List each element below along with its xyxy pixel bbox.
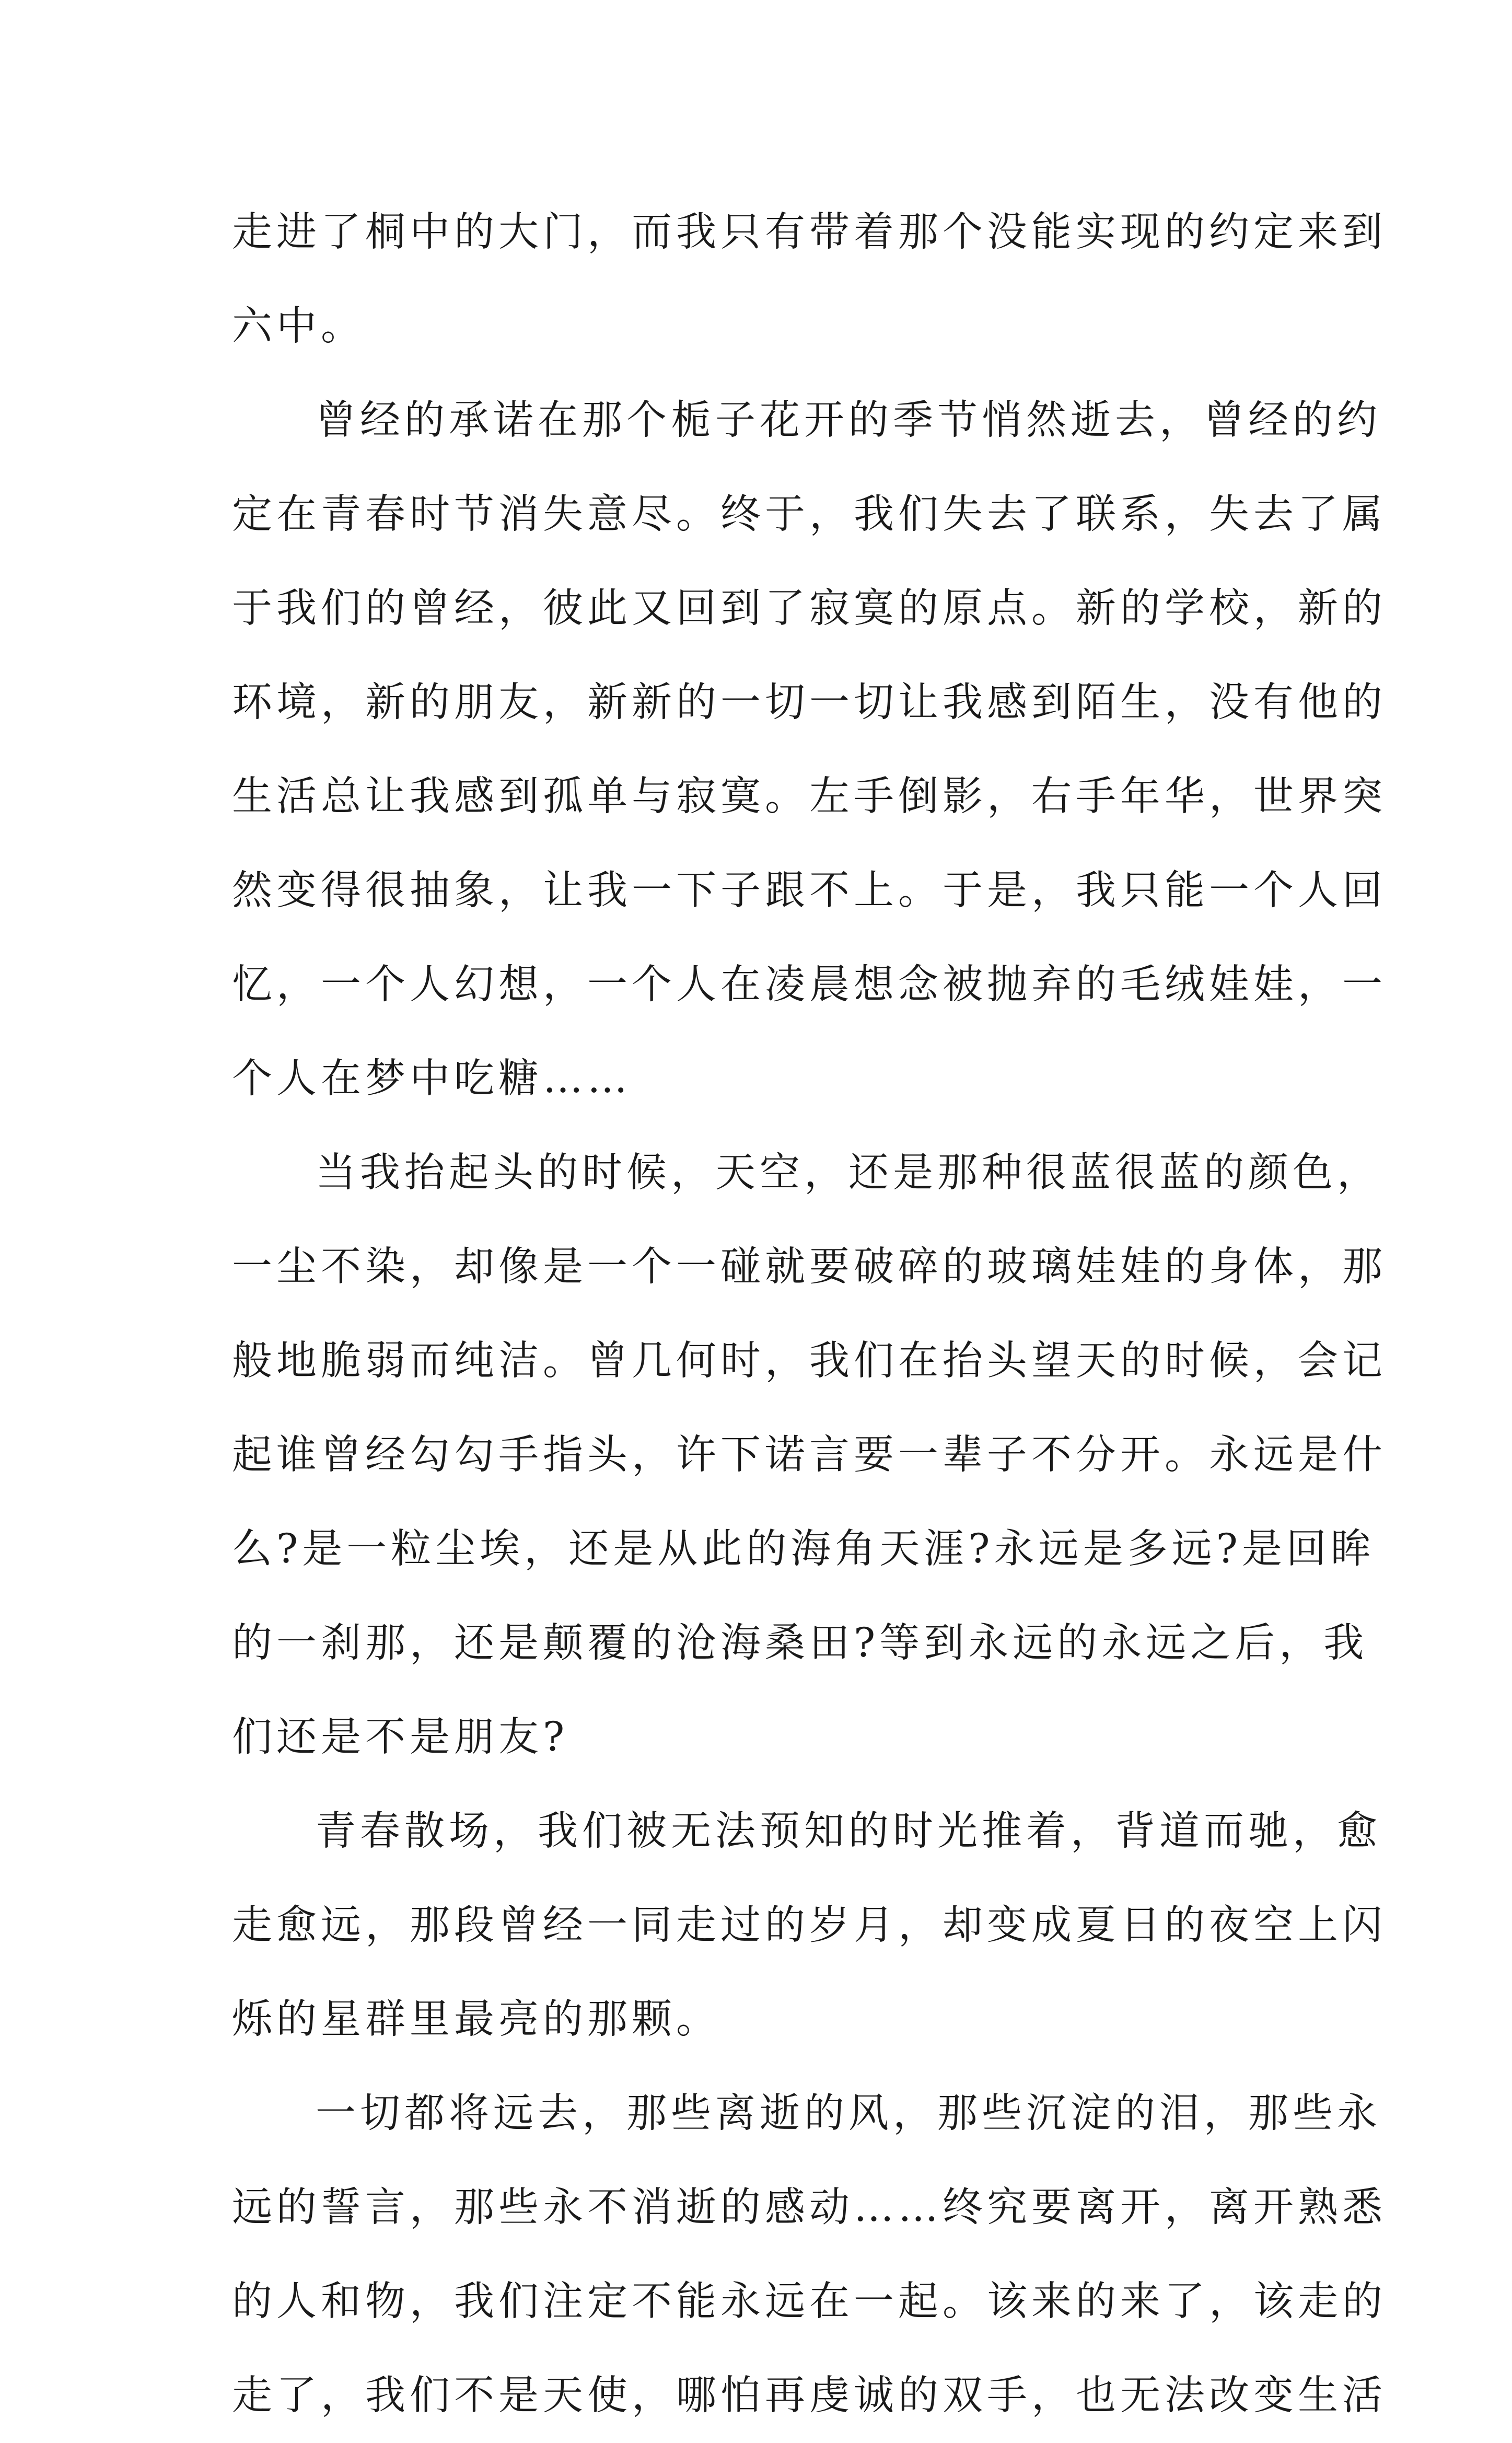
- text-line: 然变得很抽象，让我一下子跟不上。于是，我只能一个人回: [232, 867, 1387, 914]
- text-line: 走了，我们不是天使，哪怕再虔诚的双手，也无法改变生活: [232, 2372, 1387, 2419]
- text-line: 一尘不染，却像是一个一碰就要破碎的玻璃娃娃的身体，那: [232, 1244, 1387, 1290]
- text-line: 么?是一粒尘埃，还是从此的海角天涯?永远是多远?是回眸: [232, 1526, 1375, 1572]
- text-line: 六中。: [232, 303, 365, 350]
- text-line: 烁的星群里最亮的那颗。: [232, 1996, 720, 2043]
- text-line: 的人和物，我们注定不能永远在一起。该来的来了，该走的: [232, 2278, 1387, 2325]
- text-line: 的一刹那，还是颠覆的沧海桑田?等到永远的永远之后，我: [232, 1620, 1368, 1666]
- text-line: 们还是不是朋友?: [232, 1714, 569, 1761]
- text-line: 远的誓言，那些永不消逝的感动……终究要离开，离开熟悉: [232, 2184, 1387, 2231]
- text-line: 个人在梦中吃糖……: [232, 1056, 632, 1102]
- text-line: 定在青春时节消失意尽。终于，我们失去了联系，失去了属: [232, 491, 1387, 538]
- text-line: 一切都将远去，那些离逝的风，那些沉淀的泪，那些永: [316, 2090, 1381, 2137]
- text-line: 生活总让我感到孤单与寂寞。左手倒影，右手年华，世界突: [232, 773, 1387, 820]
- text-line: 般地脆弱而纯洁。曾几何时，我们在抬头望天的时候，会记: [232, 1338, 1387, 1384]
- text-line: 环境，新的朋友，新新的一切一切让我感到陌生，没有他的: [232, 679, 1387, 726]
- text-line: 青春散场，我们被无法预知的时光推着，背道而驰，愈: [316, 1808, 1381, 1855]
- body-text: [232, 186, 1387, 2443]
- text-line: 当我抬起头的时候，天空，还是那种很蓝很蓝的颜色，: [316, 1150, 1381, 1196]
- text-line: 曾经的承诺在那个栀子花开的季节悄然逝去，曾经的约: [316, 397, 1381, 444]
- text-line: 于我们的曾经，彼此又回到了寂寞的原点。新的学校，新的: [232, 585, 1387, 632]
- text-line: 起谁曾经勾勾手指头，许下诺言要一辈子不分开。永远是什: [232, 1432, 1387, 1478]
- text-line: 走进了桐中的大门，而我只有带着那个没能实现的约定来到: [232, 209, 1387, 256]
- text-line: 忆，一个人幻想，一个人在凌晨想念被抛弃的毛绒娃娃，一: [232, 962, 1387, 1008]
- text-line: 走愈远，那段曾经一同走过的岁月，却变成夏日的夜空上闪: [232, 1902, 1387, 1949]
